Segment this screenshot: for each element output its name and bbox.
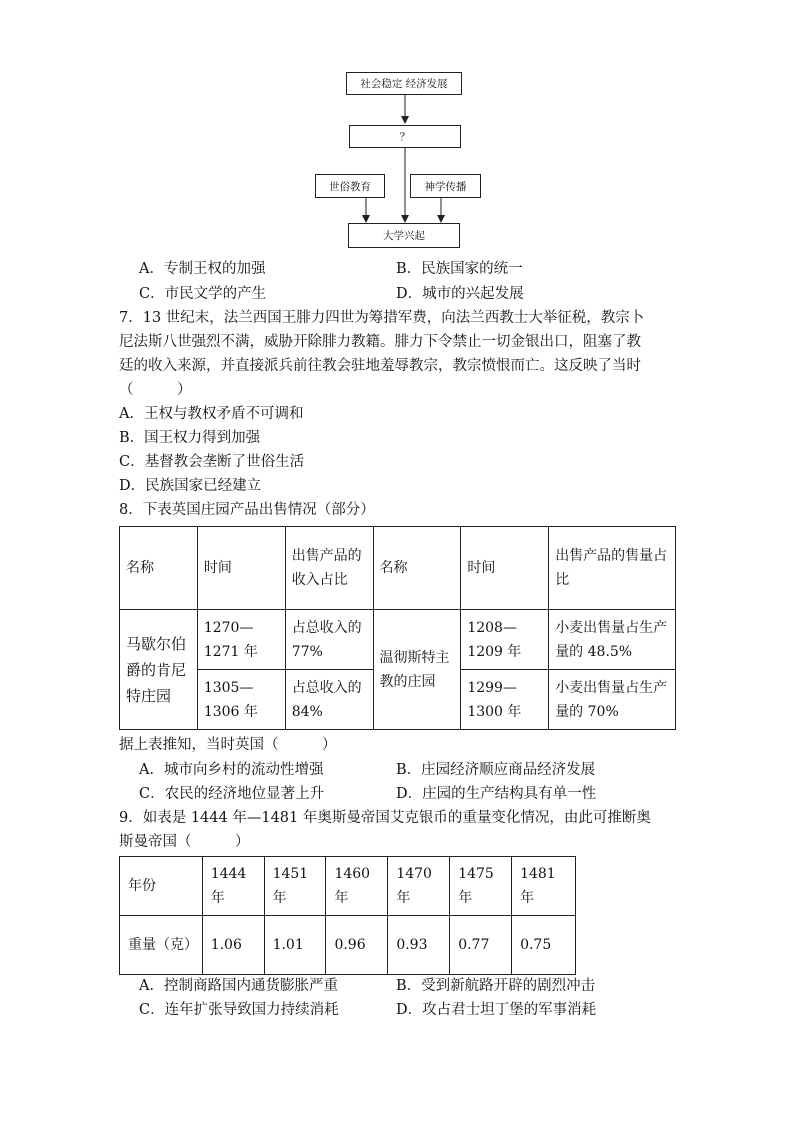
q8-header-time-1: 时间 — [197, 527, 285, 610]
q7-answer-blank: （ ） — [119, 382, 192, 398]
q7-option-d[interactable]: D．民族国家已经建立 — [119, 478, 262, 494]
q7-option-b[interactable]: B．国王权力得到加强 — [119, 430, 261, 446]
flow-box-top: 社会稳定 经济发展 — [346, 72, 462, 95]
q8-header-time-2: 时间 — [461, 527, 549, 610]
q9-year-5: 1475年 — [450, 857, 512, 916]
q9-row-label-year: 年份 — [120, 857, 203, 916]
q6-option-a[interactable]: A．专制王权的加强 — [139, 261, 266, 277]
q8-left-value-2: 占总收入的 84% — [285, 670, 373, 730]
q8-right-value-2: 小麦出售量占生产量的 70% — [549, 670, 676, 730]
q7-option-c[interactable]: C．基督教会垄断了世俗生活 — [119, 454, 305, 470]
q8-option-b[interactable]: B．庄园经济顺应商品经济发展 — [396, 762, 596, 778]
q9-year-3: 1460年 — [326, 857, 388, 916]
flow-box-left: 世俗教育 — [315, 174, 385, 198]
q8-header-volume-share: 出售产品的售量占比 — [549, 527, 676, 610]
table-row — [120, 916, 576, 975]
q6-option-d[interactable]: D．城市的兴起发展 — [396, 286, 524, 302]
q9-year-2: 1451年 — [264, 857, 326, 916]
q7-option-a[interactable]: A．王权与教权矛盾不可调和 — [119, 406, 304, 422]
q8-right-value-1: 小麦出售量占生产量的 48.5% — [549, 610, 676, 670]
q7-stem-line-1: 7．13 世纪末，法兰西国王腓力四世为筹措军费，向法兰西教士大举征税，教宗卜 — [119, 310, 645, 326]
q8-left-time-2: 1305—1306 年 — [197, 670, 285, 730]
q9-weight-6: 0.75 — [512, 916, 576, 975]
q8-header-name-2: 名称 — [373, 527, 461, 610]
q8-option-c[interactable]: C．农民的经济地位显著上升 — [139, 786, 325, 802]
q7-stem-line-2: 尼法斯八世强烈不满，威胁开除腓力教籍。腓力下令禁止一切金银出口，阻塞了教 — [119, 334, 641, 350]
q8-right-estate-name: 温彻斯特主教的庄园 — [373, 610, 461, 730]
q8-left-time-1: 1270—1271 年 — [197, 610, 285, 670]
q8-header-income-share: 出售产品的收入占比 — [285, 527, 373, 610]
q9-weight-2: 1.01 — [264, 916, 326, 975]
q9-year-6: 1481年 — [512, 857, 576, 916]
q9-weight-1: 1.06 — [202, 916, 264, 975]
q9-option-a[interactable]: A．控制商路国内通货膨胀严重 — [139, 978, 338, 994]
flow-box-right: 神学传播 — [410, 174, 481, 198]
flow-box-middle: ？ — [349, 125, 461, 148]
q9-weight-4: 0.93 — [388, 916, 450, 975]
q8-right-time-1: 1208—1209 年 — [461, 610, 549, 670]
q6-option-b[interactable]: B．民族国家的统一 — [396, 261, 523, 277]
q8-table — [119, 526, 676, 730]
q8-left-value-1: 占总收入的 77% — [285, 610, 373, 670]
q9-stem-line-1: 9．如表是 1444 年—1481 年奥斯曼帝国艾克银币的重量变化情况，由此可推断奥 — [119, 810, 651, 826]
q8-option-a[interactable]: A．城市向乡村的流动性增强 — [139, 762, 324, 778]
q9-table — [119, 856, 576, 975]
q9-year-1: 1444年 — [202, 857, 264, 916]
q9-option-d[interactable]: D．攻占君士坦丁堡的军事消耗 — [396, 1002, 597, 1018]
q8-stem: 8．下表英国庄园产品出售情况（部分） — [119, 502, 375, 518]
q6-option-c[interactable]: C．市民文学的产生 — [139, 286, 267, 302]
q9-weight-5: 0.77 — [450, 916, 512, 975]
q9-stem-line-2: 斯曼帝国（ ） — [119, 834, 250, 850]
q9-year-4: 1470年 — [388, 857, 450, 916]
q9-row-label-weight: 重量（克） — [120, 916, 203, 975]
q9-option-b[interactable]: B．受到新航路开辟的剧烈冲击 — [396, 978, 596, 994]
q9-weight-3: 0.96 — [326, 916, 388, 975]
q8-left-estate-name: 马歇尔伯爵的肯尼特庄园 — [120, 610, 198, 730]
q8-option-d[interactable]: D．庄园的生产结构具有单一性 — [396, 786, 597, 802]
table-row — [120, 857, 576, 916]
q9-option-c[interactable]: C．连年扩张导致国力持续消耗 — [139, 1002, 339, 1018]
q8-question: 据上表推知，当时英国（ ） — [119, 737, 337, 753]
q8-right-time-2: 1299—1300 年 — [461, 670, 549, 730]
q8-table-header-row — [120, 527, 676, 610]
flow-box-bottom: 大学兴起 — [348, 223, 460, 248]
table-row — [120, 610, 676, 670]
q8-header-name-1: 名称 — [120, 527, 198, 610]
q7-stem-line-3: 廷的收入来源，并直接派兵前往教会驻地羞辱教宗，教宗愤恨而亡。这反映了当时 — [119, 358, 641, 374]
